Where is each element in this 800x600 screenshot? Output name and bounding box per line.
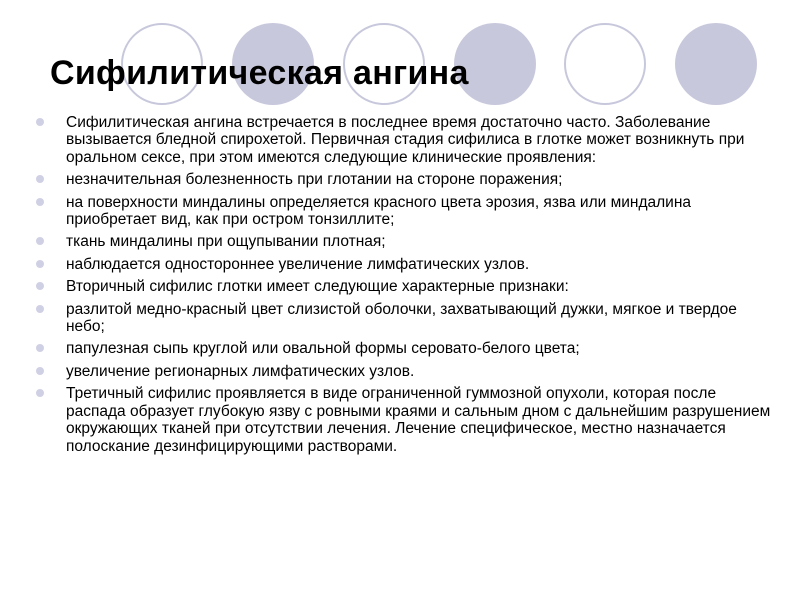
bullet-item	[36, 233, 776, 250]
circle-outline-5	[564, 23, 646, 105]
bullet-dot-icon	[36, 305, 44, 313]
bullet-text: наблюдается одностороннее увеличение лимфатических узлов.	[66, 255, 530, 273]
bullet-text: Третичный сифилис проявляется в виде ограниченной гуммозной опухоли, которая после распада образует глубокую язву с ровными краями и сальным дном с дальнейшим разрушением окружающих тканей при отсутствии лечения. Лечение специфическое, местно назначается полоскание дезинфицирующими растворами.	[66, 385, 771, 455]
bullet-item	[36, 340, 776, 357]
bullet-item	[36, 256, 776, 273]
slide-title: Сифилитическая ангина	[50, 54, 469, 92]
bullet-text: папулезная сыпь круглой или овальной формы серовато-белого цвета;	[66, 340, 580, 358]
bullet-item	[36, 171, 776, 188]
bullet-dot-icon	[36, 367, 44, 375]
bullet-item	[36, 278, 776, 295]
bullet-list	[36, 114, 776, 460]
bullet-dot-icon	[36, 175, 44, 183]
bullet-dot-icon	[36, 237, 44, 245]
bullet-text: незначительная болезненность при глотании на стороне поражения;	[66, 171, 563, 189]
circle-filled-6	[675, 23, 757, 105]
bullet-text: Вторичный сифилис глотки имеет следующие характерные признаки:	[66, 278, 569, 296]
bullet-dot-icon	[36, 260, 44, 268]
bullet-text: Сифилитическая ангина встречается в последнее время достаточно часто. Заболевание вызывается бледной спирохетой. Первичная стадия сифилиса в глотке может возникнуть при оральном сексе, при этом имеются следующие клинические проявления:	[66, 114, 745, 166]
bullet-text: увеличение регионарных лимфатических узлов.	[66, 362, 415, 380]
bullet-text: ткань миндалины при ощупывании плотная;	[66, 233, 386, 251]
bullet-item	[36, 114, 776, 166]
bullet-item	[36, 385, 776, 455]
bullet-text: разлитой медно-красный цвет слизистой оболочки, захватывающий дужки, мягкое и твердое небо;	[66, 300, 737, 336]
bullet-dot-icon	[36, 344, 44, 352]
bullet-item	[36, 363, 776, 380]
bullet-dot-icon	[36, 118, 44, 126]
bullet-dot-icon	[36, 282, 44, 290]
bullet-item	[36, 194, 776, 229]
bullet-dot-icon	[36, 389, 44, 397]
bullet-text: на поверхности миндалины определяется красного цвета эрозия, язва или миндалина приобретает вид, как при остром тонзиллите;	[66, 193, 692, 229]
bullet-item	[36, 301, 776, 336]
bullet-dot-icon	[36, 198, 44, 206]
